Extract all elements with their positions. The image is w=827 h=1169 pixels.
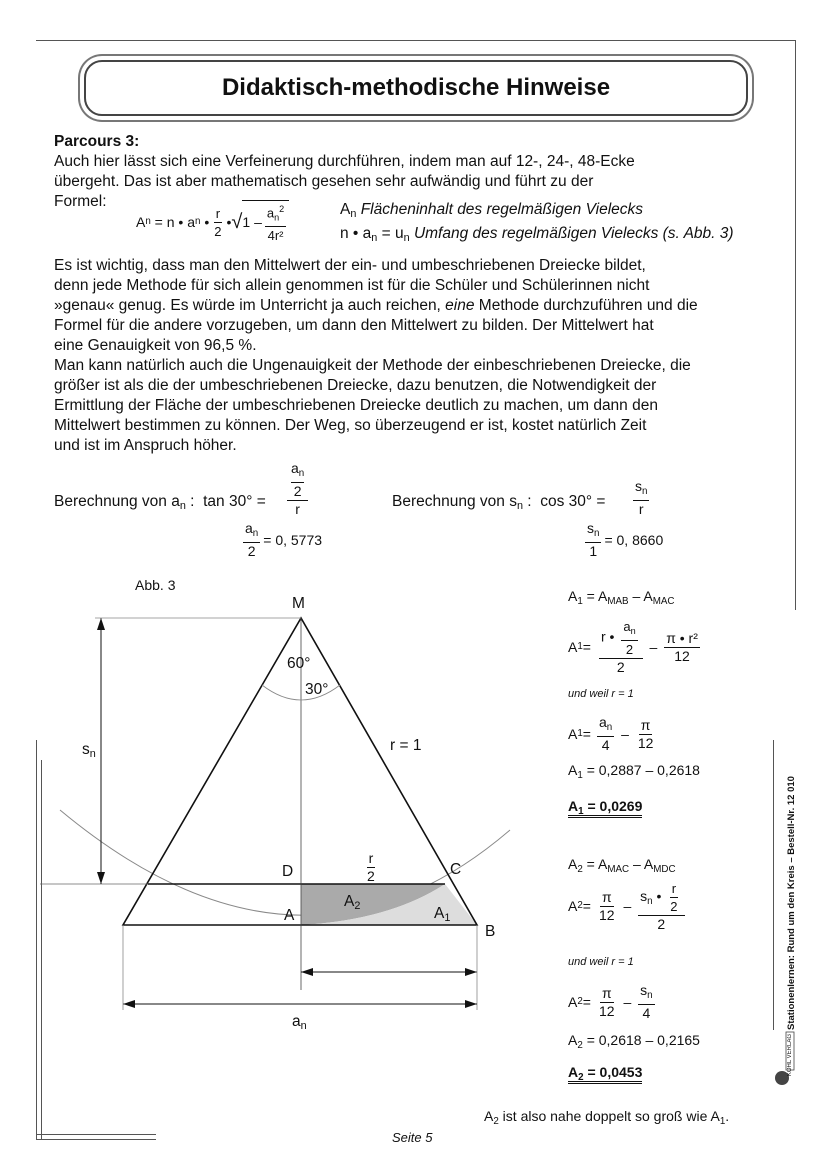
sidebar-vertical: [786, 740, 810, 1030]
label-a1-region: $A_1$: [434, 905, 451, 924]
frame-right-line: [795, 40, 796, 610]
calc-a1-def: $A_1 = A_{MAB} - A_{MAC}$: [568, 588, 675, 607]
calc-sn-result: $\frac{s_n}{1}$ = 0, 8660: [587, 520, 664, 559]
calc-an-label: Berechnung von $a_n$ : tan 30° =: [54, 493, 266, 512]
paragraph-2-line-4: Formel für die andere vorzugeben, um dann den Mittelwert zu bilden. Der Mittelwert hat: [54, 317, 654, 334]
calc-a1-step2: A 1 = $\frac{a_n}{4}$ – $\frac{\pi}{12}$: [568, 714, 654, 753]
paragraph-2-line-3: »genau« genug. Es würde im Unterricht ja auch reichen, eine Methode durchzuführen und die: [54, 297, 698, 314]
publisher-logo-text: KOHL VERLAG: [787, 1034, 793, 1077]
figure-caption: Abb. 3: [135, 577, 176, 593]
paragraph-2-line-2: denn jede Methode für sich allein genommen ist für die Schüler und Schülerinnen nicht: [54, 277, 650, 294]
frame-bottom-line-2: [36, 1134, 156, 1135]
label-d: D: [282, 863, 294, 880]
calc-a1-weil: und weil r = 1: [568, 688, 634, 700]
paragraph-2-line-10: und ist im Anspruch höher.: [54, 437, 237, 454]
label-angle-30: 30°: [305, 681, 329, 698]
frame-left-line: [36, 740, 37, 1140]
calc-sn-fraction: $\frac{s_n}{r}$: [635, 478, 648, 517]
calc-a2-step2: A 2 = $\frac{\pi}{12}$ – $\frac{s_n}{4}$: [568, 982, 653, 1021]
label-an: $a_n$: [292, 1013, 307, 1032]
paragraph-2-line-7: größer ist als die der umbeschriebenen Dreiecke, dazu benutzen, die Notwendigkeit der: [54, 377, 657, 394]
label-c: C: [450, 861, 462, 878]
paragraph-1-line-3: Formel:: [54, 193, 107, 210]
paragraph-2-line-6: Man kann natürlich auch die Ungenauigkeit der Methode der einbeschriebenen Dreiecke, die: [54, 357, 691, 374]
label-r-half: $\frac{r}{2}$: [367, 850, 375, 884]
paragraph-2-line-5: eine Genauigkeit von 96,5 %.: [54, 337, 257, 354]
title-box: [84, 60, 748, 116]
label-a2-region: $A_2$: [344, 893, 361, 912]
calc-a2-weil: und weil r = 1: [568, 956, 634, 968]
label-a: A: [284, 907, 295, 924]
area-formula: A n = n • a n • $\frac{r}{2}$ • √ 1 – $\frac{a_n^2}{\text{4r²}}$: [136, 200, 289, 244]
page-title: Didaktisch-methodische Hinweise: [221, 74, 611, 101]
calc-sn-label: Berechnung von $s_n$ : cos 30° =: [392, 493, 606, 512]
formula-legend-1: $A_n$ Flächeninhalt des regelmäßigen Vielecks: [340, 201, 644, 220]
conclusion: $A_2$ ist also nahe doppelt so groß wie $A_1$.: [484, 1108, 730, 1127]
label-sn: $s_n$: [82, 741, 96, 760]
paragraph-1-line-2: übergeht. Das ist aber mathematisch gesehen sehr aufwändig und führt zu der: [54, 173, 594, 190]
calc-a2-def: $A_2 = A_{MAC} - A_{MDC}$: [568, 856, 676, 875]
section-heading: Parcours 3:: [54, 133, 140, 150]
calc-a1-final: $A_1 = 0,0269$: [568, 798, 643, 817]
paragraph-2-line-8: Ermittlung der Fläche der umbeschriebenen Dreiecke deutlich zu machen, um dann den: [54, 397, 658, 414]
paragraph-2-line-1: Es ist wichtig, dass man den Mittelwert der ein- und umbeschriebenen Dreiecke bildet,: [54, 257, 646, 274]
calc-a2-step1: A 2 = $\frac{\pi}{12}$ – $s_n$ • $\frac{r}{2}$ 2: [568, 880, 688, 933]
label-angle-60: 60°: [287, 655, 311, 672]
page-number: Seite 5: [392, 1130, 433, 1145]
frame-bottom-line: [36, 1139, 156, 1140]
sidebar-text: Stationenlernen: Rund um den Kreis – Bestell-Nr. 12 010: [786, 776, 797, 1030]
paragraph-1-line-1: Auch hier lässt sich eine Verfeinerung durchführen, indem man auf 12-, 24-, 48-Ecke: [54, 153, 635, 170]
label-b: B: [485, 923, 496, 940]
calc-a1-step3: $A_1 = 0,2887 - 0,2618$: [568, 762, 700, 781]
publisher-logo: [770, 1030, 798, 1090]
calc-a1-step1: A 1 = r • $\frac{a_n}{2}$ 2 – $\frac{\text{π • r²}}{12}$: [568, 619, 698, 675]
label-r1: r = 1: [390, 737, 422, 754]
formula-legend-2: n • $a_n = u_n$ Umfang des regelmäßigen Vielecks (s. Abb. 3): [340, 225, 734, 244]
calc-an-fraction: $a_n$ 2 r: [287, 460, 308, 518]
calc-a2-final: $A_2 = 0,0453$: [568, 1064, 643, 1083]
frame-top-line: [36, 40, 796, 41]
paragraph-2-line-9: Mittelwert bestimmen zu können. Der Weg, so überzeugend er ist, kostet natürlich Zeit: [54, 417, 647, 434]
frame-right-line-2: [773, 740, 774, 1030]
calc-a2-step3: $A_2 = 0,2618 - 0,2165$: [568, 1032, 700, 1051]
calc-an-result: $\frac{a_n}{2}$ = 0, 5773: [245, 520, 323, 559]
label-m: M: [292, 595, 305, 612]
